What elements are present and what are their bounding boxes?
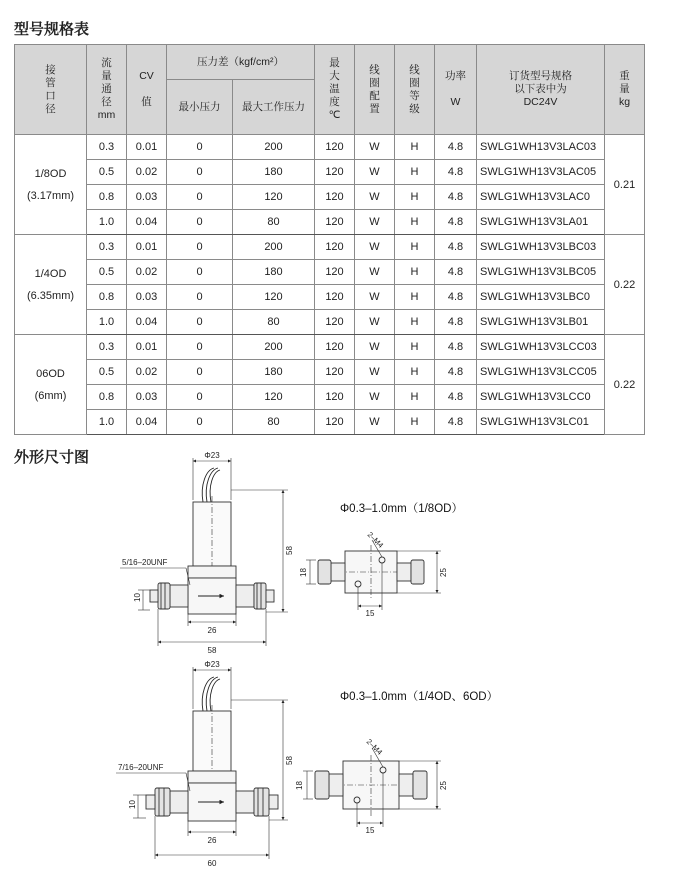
table-cell: 120	[315, 335, 355, 360]
table-cell: 0.3	[87, 335, 127, 360]
header-pmax: 最大工作压力	[233, 80, 315, 135]
table-cell: 0.5	[87, 160, 127, 185]
drawing2-caption: Φ0.3–1.0mm（1/4OD、6OD）	[340, 691, 499, 703]
table-cell: 4.8	[435, 260, 477, 285]
table-cell: 0.03	[127, 385, 167, 410]
table-cell: 0.3	[87, 235, 127, 260]
table-cell: 4.8	[435, 310, 477, 335]
table-cell: H	[395, 410, 435, 435]
table-cell: W	[355, 160, 395, 185]
table-cell: SWLG1WH13V3LBC0	[477, 285, 605, 310]
header-power: 功率 W	[435, 45, 477, 135]
d1-inner-width-label: 26	[207, 626, 217, 635]
table-cell: 4.8	[435, 185, 477, 210]
table-cell: 0.5	[87, 260, 127, 285]
table-cell: H	[395, 210, 435, 235]
port-size-mm: (3.17mm)	[26, 189, 75, 202]
table-cell: W	[355, 285, 395, 310]
table-cell: 0	[167, 260, 233, 285]
table-cell: H	[395, 360, 435, 385]
table-cell: 0.04	[127, 310, 167, 335]
table-cell: H	[395, 260, 435, 285]
d2-side-height-label: 25	[439, 781, 448, 790]
table-cell: 0.8	[87, 185, 127, 210]
table-cell: 0.04	[127, 210, 167, 235]
table-cell: 180	[233, 260, 315, 285]
table-cell: 0.02	[127, 360, 167, 385]
table-cell: W	[355, 260, 395, 285]
weight-cell: 0.21	[605, 135, 645, 235]
table-cell: 80	[233, 310, 315, 335]
d2-side-h2-label: 18	[295, 781, 304, 790]
d2-small-height-label: 10	[128, 800, 137, 809]
table-cell: SWLG1WH13V3LBC03	[477, 235, 605, 260]
d2-inner-width-label: 26	[207, 836, 217, 845]
table-cell: SWLG1WH13V3LAC03	[477, 135, 605, 160]
table-cell: 0	[167, 310, 233, 335]
port-size: 1/8OD	[34, 167, 67, 180]
table-cell: 0.02	[127, 260, 167, 285]
table-cell: W	[355, 335, 395, 360]
table-cell: H	[395, 235, 435, 260]
table-cell: 0.3	[87, 135, 127, 160]
table-cell: 4.8	[435, 210, 477, 235]
table-cell: SWLG1WH13V3LCC05	[477, 360, 605, 385]
table-cell: H	[395, 160, 435, 185]
table-cell: 0	[167, 235, 233, 260]
table-cell: 0.01	[127, 135, 167, 160]
table-cell: 4.8	[435, 335, 477, 360]
table-cell: W	[355, 235, 395, 260]
table-cell: 0	[167, 360, 233, 385]
d2-diameter-label: Φ23	[204, 660, 220, 669]
table-cell: 120	[315, 260, 355, 285]
port-size: 06OD	[36, 367, 65, 380]
table-cell: 1.0	[87, 310, 127, 335]
table-cell: 180	[233, 360, 315, 385]
table-cell: 0	[167, 410, 233, 435]
table-cell: SWLG1WH13V3LCC03	[477, 335, 605, 360]
table-cell: 4.8	[435, 410, 477, 435]
table-cell: 0.03	[127, 185, 167, 210]
table-cell: 0.01	[127, 235, 167, 260]
table-cell: SWLG1WH13V3LCC0	[477, 385, 605, 410]
table-cell: 120	[233, 285, 315, 310]
table-cell: 120	[233, 385, 315, 410]
table-cell: 0.8	[87, 385, 127, 410]
table-cell: 4.8	[435, 385, 477, 410]
table-cell: H	[395, 185, 435, 210]
table-cell: 0.02	[127, 160, 167, 185]
spec-table-title: 型号规格表	[14, 20, 90, 38]
port-size-mm: (6mm)	[34, 389, 67, 402]
table-cell: SWLG1WH13V3LC01	[477, 410, 605, 435]
table-cell: 4.8	[435, 235, 477, 260]
d1-thread-label: 5/16–20UNF	[122, 558, 168, 567]
table-cell: H	[395, 385, 435, 410]
table-cell: 4.8	[435, 160, 477, 185]
table-cell: 200	[233, 335, 315, 360]
table-cell: 120	[315, 235, 355, 260]
header-flow: 流量通径 mm	[87, 45, 127, 135]
port-size: 1/4OD	[34, 267, 67, 280]
table-cell: 80	[233, 410, 315, 435]
d1-diameter-label: Φ23	[204, 451, 220, 460]
table-cell: 200	[233, 235, 315, 260]
d1-holes-label: 2–M4	[365, 530, 386, 550]
table-cell: W	[355, 185, 395, 210]
table-cell: 0	[167, 385, 233, 410]
d1-total-width-label: 58	[207, 646, 217, 655]
table-cell: 1.0	[87, 410, 127, 435]
table-cell: W	[355, 410, 395, 435]
drawing1-side-view	[318, 545, 424, 600]
table-cell: 200	[233, 135, 315, 160]
table-cell: 120	[315, 185, 355, 210]
table-cell: 120	[315, 285, 355, 310]
header-order: 订货型号规格 以下表中为 DC24V	[477, 45, 605, 135]
table-cell: 120	[315, 310, 355, 335]
d1-side-width-label: 15	[365, 609, 375, 618]
d2-thread-label: 7/16–20UNF	[118, 763, 164, 772]
table-cell: 0	[167, 285, 233, 310]
header-wire: 线圈配置	[355, 45, 395, 135]
table-cell: SWLG1WH13V3LBC05	[477, 260, 605, 285]
table-cell: 120	[315, 410, 355, 435]
table-cell: 0.03	[127, 285, 167, 310]
table-cell: W	[355, 135, 395, 160]
table-cell: H	[395, 335, 435, 360]
table-cell: 120	[315, 360, 355, 385]
table-cell: W	[355, 385, 395, 410]
table-cell: W	[355, 210, 395, 235]
drawing1-caption: Φ0.3–1.0mm（1/8OD）	[340, 503, 463, 515]
d2-total-width-label: 60	[207, 859, 217, 868]
dims-title: 外形尺寸图	[14, 448, 90, 466]
d2-side-width-label: 15	[365, 826, 375, 835]
port-size-mm: (6.35mm)	[26, 289, 75, 302]
header-grade: 线圈等级	[395, 45, 435, 135]
table-cell: 120	[315, 210, 355, 235]
weight-cell: 0.22	[605, 335, 645, 435]
table-cell: SWLG1WH13V3LA01	[477, 210, 605, 235]
table-cell: SWLG1WH13V3LAC0	[477, 185, 605, 210]
table-cell: 120	[315, 385, 355, 410]
table-cell: 0.01	[127, 335, 167, 360]
header-weight: 重量 kg	[605, 45, 645, 135]
table-cell: 120	[315, 160, 355, 185]
d1-small-height-label: 10	[133, 593, 142, 602]
table-cell: 0	[167, 335, 233, 360]
table-cell: 120	[315, 135, 355, 160]
table-cell: H	[395, 310, 435, 335]
table-cell: 80	[233, 210, 315, 235]
table-cell: W	[355, 360, 395, 385]
table-cell: 0.5	[87, 360, 127, 385]
table-cell: 180	[233, 160, 315, 185]
table-cell: 120	[233, 185, 315, 210]
table-cell: 4.8	[435, 285, 477, 310]
table-cell: SWLG1WH13V3LAC05	[477, 160, 605, 185]
d1-side-height-label: 25	[439, 568, 448, 577]
table-cell: 0	[167, 135, 233, 160]
d1-side-h2-label: 18	[299, 568, 308, 577]
table-cell: 0	[167, 160, 233, 185]
table-cell: H	[395, 135, 435, 160]
header-cv: CV 值	[127, 45, 167, 135]
table-cell: 4.8	[435, 360, 477, 385]
table-cell: 4.8	[435, 135, 477, 160]
header-temp: 最大温度 ℃	[315, 45, 355, 135]
table-cell: SWLG1WH13V3LB01	[477, 310, 605, 335]
table-cell: 0	[167, 210, 233, 235]
drawing2-side-view	[315, 755, 427, 816]
table-cell: H	[395, 285, 435, 310]
header-pressure: 压力差（kgf/cm²）	[167, 45, 315, 80]
table-cell: W	[355, 310, 395, 335]
d2-height-label: 58	[285, 756, 294, 765]
d2-holes-label: 2–M4	[364, 737, 385, 757]
header-pmin: 最小压力	[167, 80, 233, 135]
header-port: 接管口径	[15, 45, 87, 135]
d1-height-label: 58	[285, 546, 294, 555]
table-cell: 0.04	[127, 410, 167, 435]
table-cell: 0	[167, 185, 233, 210]
drawing2-front-view	[146, 677, 278, 821]
table-cell: 1.0	[87, 210, 127, 235]
table-cell: 0.8	[87, 285, 127, 310]
weight-cell: 0.22	[605, 235, 645, 335]
